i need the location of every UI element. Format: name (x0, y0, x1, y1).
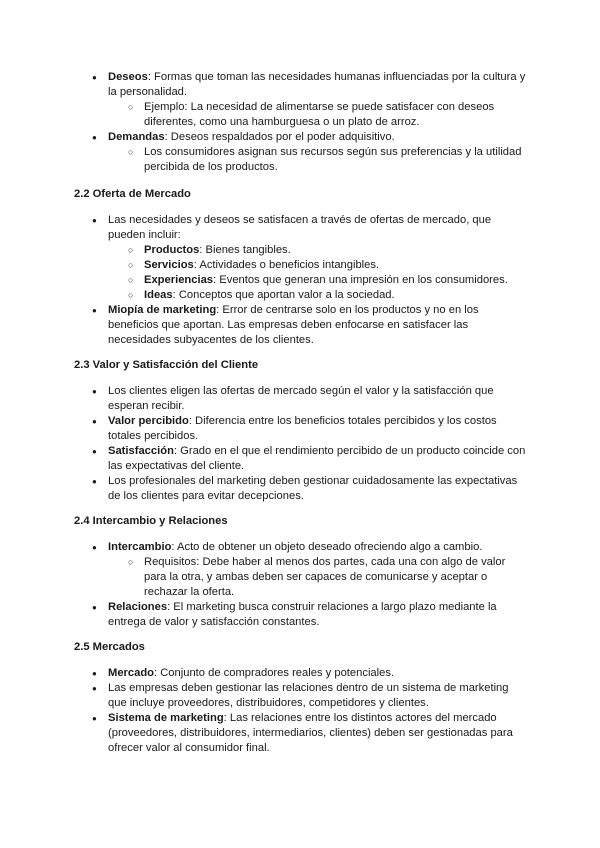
sub-list-item (128, 258, 526, 273)
list-item (92, 681, 526, 711)
section-list (92, 666, 526, 756)
item-text: Las necesidades y deseos se satisfacen a través de ofertas de mercado, que pueden incluir: (108, 214, 492, 241)
list-item (92, 474, 526, 504)
item-text: : Deseos respaldados por el poder adquisitivo. (164, 131, 395, 143)
item-text: : Eventos que generan una impresión en los consumidores. (213, 274, 508, 286)
section-heading: 2.5 Mercados (74, 641, 145, 653)
section-list (92, 540, 526, 630)
sub-list-item (128, 273, 526, 288)
list-item (92, 130, 526, 175)
item-text: Los consumidores asignan sus recursos según sus preferencias y la utilidad percibida de los productos. (144, 146, 522, 173)
term: Mercado (108, 667, 155, 679)
sub-list (128, 100, 526, 130)
list-item (92, 384, 526, 414)
list-item (92, 213, 526, 303)
term: Sistema de marketing (108, 712, 224, 724)
section-heading: 2.3 Valor y Satisfacción del Cliente (74, 359, 259, 371)
sub-list (128, 243, 526, 303)
list-item (92, 414, 526, 444)
sub-list-item (128, 243, 526, 258)
term: Relaciones (108, 601, 168, 613)
section-list (92, 384, 526, 504)
list-item (92, 303, 526, 348)
item-text: : Bienes tangibles. (199, 244, 291, 256)
item-text: : Conjunto de compradores reales y potenciales. (154, 667, 395, 679)
section-heading: 2.2 Oferta de Mercado (74, 188, 191, 200)
item-text: Requisitos: Debe haber al menos dos partes, cada una con algo de valor para la otra, y ambas deben ser capaces de comunicarse y aceptar o rechazar la oferta. (144, 556, 506, 598)
item-text: : Acto de obtener un objeto deseado ofreciendo algo a cambio. (171, 541, 483, 553)
item-text: : Diferencia entre los beneficios totales percibidos y los costos totales percibidos. (108, 415, 497, 442)
list-item (92, 666, 526, 681)
term: Intercambio (108, 541, 172, 553)
term: Servicios (144, 259, 194, 271)
item-text: : Actividades o beneficios intangibles. (193, 259, 380, 271)
item-text: Las empresas deben gestionar las relaciones dentro de un sistema de marketing que incluye proveedores, distribuidores, competidores y clientes. (108, 682, 509, 709)
list-item (92, 70, 526, 130)
item-text: Los profesionales del marketing deben gestionar cuidadosamente las expectativas de los clientes para evitar decepciones. (108, 475, 518, 502)
term: Miopía de marketing (108, 304, 217, 316)
sub-list-item (128, 145, 526, 175)
item-text: Los clientes eligen las ofertas de mercado según el valor y la satisfacción que esperan recibir. (108, 385, 494, 412)
term: Productos (144, 244, 200, 256)
list-item (92, 540, 526, 600)
sub-list-item (128, 100, 526, 130)
list-item (92, 600, 526, 630)
term: Valor percibido (108, 415, 189, 427)
section-list (92, 213, 526, 348)
sub-list-item (128, 555, 526, 600)
sub-list (128, 555, 526, 600)
sub-list-item (128, 288, 526, 303)
section-heading: 2.4 Intercambio y Relaciones (74, 515, 228, 527)
item-text: : Grado en el que el rendimiento percibido de un producto coincide con las expectativas del cliente. (108, 445, 526, 472)
term: Ideas (144, 289, 173, 301)
term: Demandas (108, 131, 165, 143)
item-text: : Error de centrarse solo en los productos y no en los beneficios que aportan. Las empresas deben enfocarse en satisfacer las necesidades subyacentes de los clientes. (108, 304, 479, 346)
term: Deseos (108, 71, 148, 83)
sub-list (128, 145, 526, 175)
item-text: Ejemplo: La necesidad de alimentarse se puede satisfacer con deseos diferentes, como una hamburguesa o un plato de arroz. (144, 101, 495, 128)
term: Experiencias (144, 274, 214, 286)
item-text: : Las relaciones entre los distintos actores del mercado (proveedores, distribuidores, intermediarios, clientes) deben ser gestionadas para ofrecer valor al consumidor final. (108, 712, 513, 754)
item-text: : El marketing busca construir relaciones a largo plazo mediante la entrega de valor y satisfacción constantes. (108, 601, 497, 628)
item-text: : Conceptos que aportan valor a la sociedad. (172, 289, 395, 301)
list-item (92, 711, 526, 756)
term: Satisfacción (108, 445, 174, 457)
intro-list (92, 70, 526, 175)
item-text: : Formas que toman las necesidades humanas influenciadas por la cultura y la personalidad. (108, 71, 526, 98)
list-item (92, 444, 526, 474)
